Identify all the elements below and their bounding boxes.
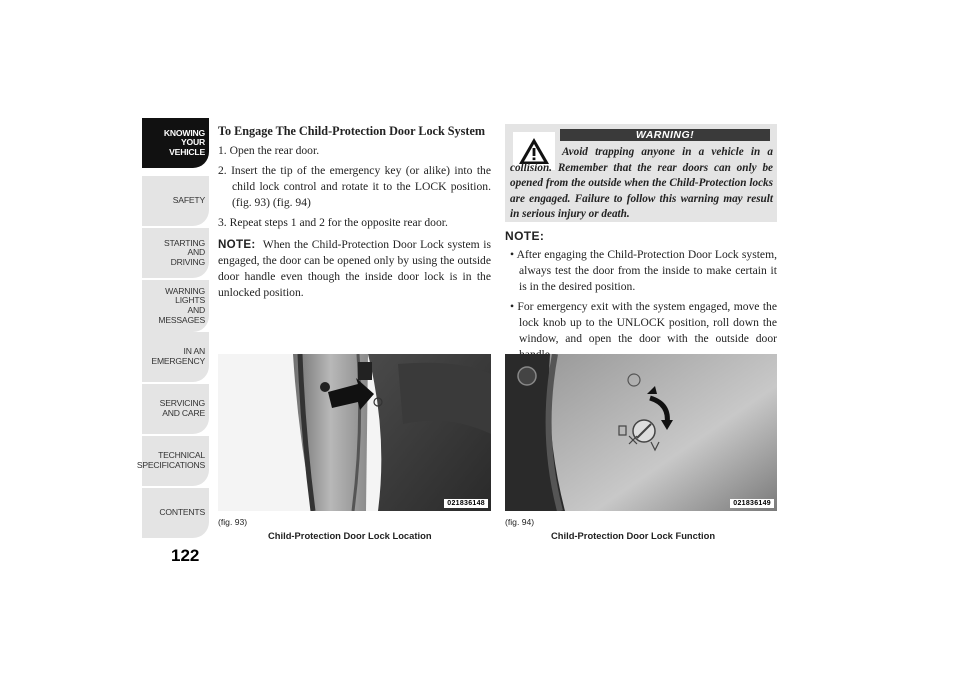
tab-technical-specifications[interactable]: TECHNICAL SPECIFICATIONS — [142, 436, 209, 486]
note-paragraph — [218, 237, 491, 301]
figure-94-caption: Child-Protection Door Lock Function — [551, 530, 716, 541]
step-2: 2. Insert the tip of the emergency key (or alike) into the child lock control and rotate it to the LOCK position. (fig. 93) (fig. 94) — [218, 164, 491, 209]
bullet-item: • After engaging the Child-Protection Door Lock system, always test the door from the inside to make certain it is in the desired position. — [510, 248, 777, 293]
left-column — [218, 123, 491, 301]
door-lock-location-illustration — [218, 354, 491, 511]
step-3: 3. Repeat steps 1 and 2 for the opposite rear door. — [218, 216, 448, 229]
step-1: 1. Open the rear door. — [218, 144, 320, 157]
right-column — [505, 228, 777, 367]
section-heading: To Engage The Child-Protection Door Lock System — [218, 124, 486, 138]
tab-servicing-and-care[interactable]: SERVICING AND CARE — [142, 384, 209, 434]
tab-contents[interactable]: CONTENTS — [142, 488, 209, 538]
tab-warning-lights[interactable]: WARNING LIGHTS AND MESSAGES — [142, 280, 209, 332]
bullet-item: • For emergency exit with the system engaged, move the lock knob up to the UNLOCK position, roll down the window, and open the door with the outside door — [510, 300, 777, 345]
figure-94-image — [505, 354, 777, 511]
warning-title: WARNING! — [560, 129, 770, 141]
page-number: 122 — [171, 546, 200, 565]
figure-94-number: (fig. 94) — [505, 517, 535, 527]
figure-93-caption: Child-Protection Door Lock Location — [268, 530, 432, 541]
figure-93-image — [218, 354, 491, 511]
tab-safety[interactable]: SAFETY — [142, 176, 209, 226]
note-label: NOTE: — [218, 238, 256, 251]
tab-starting-and-driving[interactable]: STARTING AND DRIVING — [142, 228, 209, 278]
figure-93-code: 021836148 — [444, 499, 488, 508]
figure-94-code: 021836149 — [730, 499, 774, 508]
door-lock-function-illustration — [505, 354, 777, 511]
figure-93-number: (fig. 93) — [218, 517, 248, 527]
tab-in-an-emergency[interactable]: IN AN EMERGENCY — [142, 332, 209, 382]
note-text: When the Child-Protection Door Lock system is engaged, the door can be opened only by using the outside door handle even though the inside door lock is in the unlocked position. — [218, 238, 492, 299]
tab-knowing-your-vehicle[interactable]: KNOWING YOUR VEHICLE — [142, 118, 209, 168]
warning-box — [505, 124, 777, 222]
note-heading: NOTE: — [505, 229, 545, 243]
warning-text: Avoid trapping anyone in a vehicle in a collision. Remember that the rear doors can only be opened from the outside when the Child-Protection locks are engaged. Failure to follow this warning may result in serious injury or death. — [510, 146, 773, 221]
